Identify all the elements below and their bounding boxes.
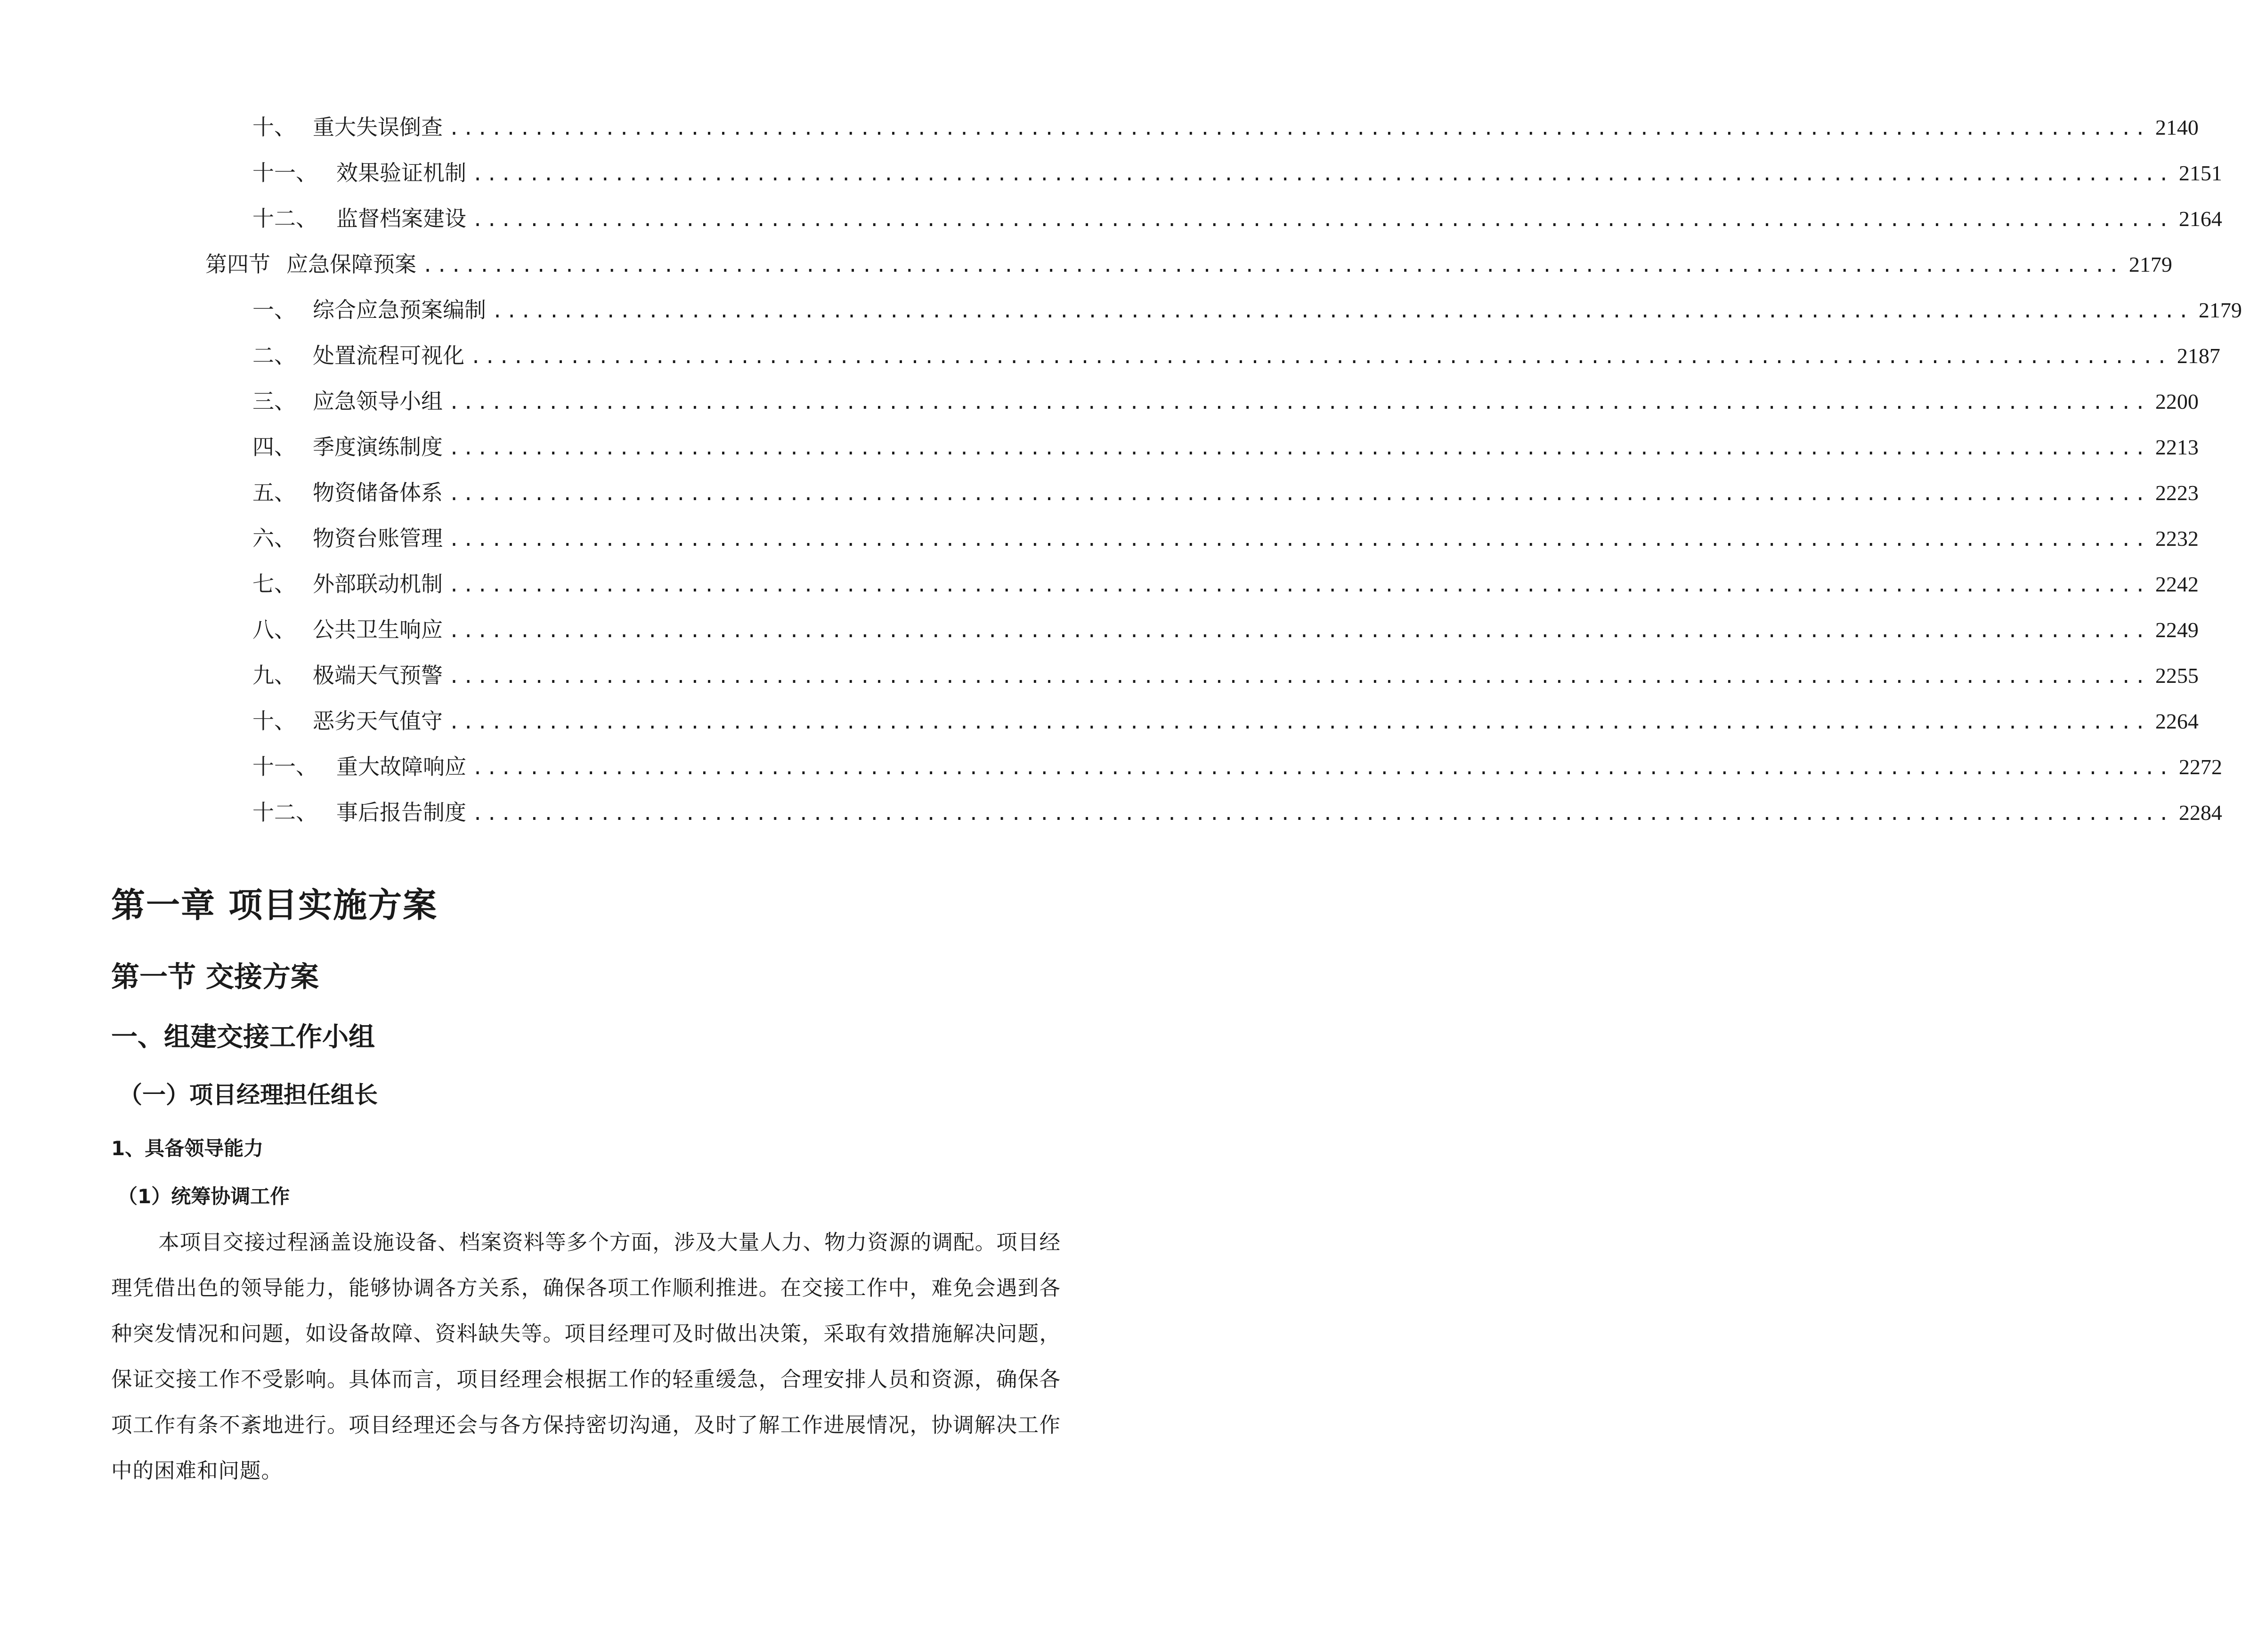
- toc-entry[interactable]: [252, 470, 2199, 515]
- toc-dot-leader: ........................................................................................................................: [492, 300, 2192, 322]
- toc-entry-page: 2187: [2177, 344, 2220, 368]
- toc-entry-number: 十二、: [252, 206, 317, 231]
- toc-dot-leader: ........................................................................................................................: [472, 757, 2172, 779]
- toc-entry[interactable]: [252, 150, 2222, 195]
- toc-entry-number: 十二、: [252, 800, 317, 825]
- toc-entry-number: 十一、: [252, 160, 317, 186]
- toc-entry[interactable]: [252, 105, 2199, 150]
- toc-entry-title: 处置流程可视化: [313, 343, 464, 368]
- toc-dot-leader: ........................................................................................................................: [448, 529, 2149, 551]
- toc-dot-leader: ........................................................................................................................: [448, 483, 2149, 505]
- toc-entry-page: 2213: [2155, 435, 2199, 459]
- toc-dot-leader: ........................................................................................................................: [470, 346, 2170, 368]
- toc-entry[interactable]: [252, 607, 2199, 652]
- toc-dot-leader: ........................................................................................................................: [448, 620, 2149, 642]
- toc-entry-number: 五、: [252, 480, 296, 505]
- toc-entry[interactable]: [252, 424, 2199, 470]
- toc-dot-leader: ........................................................................................................................: [472, 803, 2172, 825]
- toc-entry-title: 极端天气预警: [313, 663, 443, 688]
- chapter-title: 第一章 项目实施方案: [111, 885, 438, 925]
- toc-entry[interactable]: [252, 653, 2199, 698]
- toc-entry[interactable]: [252, 561, 2199, 607]
- toc-entry[interactable]: [252, 287, 2242, 332]
- toc-entry-page: 2179: [2198, 298, 2242, 322]
- toc-entry-number: 一、: [252, 297, 296, 323]
- toc-entry-number: 十一、: [252, 754, 317, 779]
- toc-dot-leader: ........................................................................................................................: [448, 437, 2149, 459]
- toc-dot-leader: ........................................................................................................................: [472, 209, 2172, 231]
- toc-entry-page: 2140: [2155, 115, 2199, 139]
- toc-entry-section[interactable]: [205, 242, 2172, 287]
- subsubsection-heading: 1、具备领导能力: [111, 1137, 264, 1160]
- toc-entry-page: 2242: [2155, 572, 2199, 596]
- toc-entry-number: 八、: [252, 617, 296, 642]
- toc-entry-page: 2223: [2155, 481, 2199, 505]
- toc-entry[interactable]: [252, 333, 2220, 378]
- section-title: 第一节 交接方案: [111, 961, 319, 994]
- toc-entry-title: 物资台账管理: [313, 526, 443, 551]
- toc-entry-page: 2272: [2178, 755, 2222, 779]
- toc-entry-page: 2164: [2178, 207, 2222, 231]
- toc-entry-page: 2200: [2155, 389, 2199, 413]
- toc-dot-leader: ........................................................................................................................: [422, 255, 2122, 276]
- toc-dot-leader: ........................................................................................................................: [472, 163, 2172, 185]
- toc-entry-number: 六、: [252, 526, 296, 551]
- toc-entry-title: 恶劣天气值守: [313, 708, 443, 734]
- toc-entry-page: 2232: [2155, 526, 2199, 551]
- toc-entry-title: 重大故障响应: [336, 754, 466, 779]
- toc-entry-page: 2264: [2155, 709, 2199, 733]
- toc-entry-number: 九、: [252, 663, 296, 688]
- toc-entry-title: 外部联动机制: [313, 571, 443, 597]
- toc-entry-number: 十、: [252, 708, 296, 734]
- toc-entry[interactable]: [252, 379, 2199, 424]
- toc-entry-page: 2151: [2178, 161, 2222, 185]
- toc-entry-number: 十、: [252, 114, 296, 140]
- toc-entry-page: 2284: [2178, 801, 2222, 825]
- toc-entry-title: 事后报告制度: [336, 800, 466, 825]
- subsection-heading: （一）项目经理担任组长: [119, 1081, 378, 1109]
- toc-entry-page: 2255: [2155, 664, 2199, 688]
- toc-entry-title: 公共卫生响应: [313, 617, 443, 642]
- toc-entry-title: 监督档案建设: [336, 206, 466, 231]
- toc-entry-page: 2249: [2155, 618, 2199, 642]
- toc-dot-leader: ........................................................................................................................: [448, 575, 2149, 596]
- toc-entry-page: 2179: [2128, 252, 2172, 276]
- toc-entry-title: 重大失误倒查: [313, 114, 443, 140]
- toc-entry-number: 七、: [252, 571, 296, 597]
- toc-entry-number: 第四节: [205, 251, 270, 277]
- toc-dot-leader: ........................................................................................................................: [448, 666, 2149, 688]
- toc-entry-title: 季度演练制度: [313, 434, 443, 460]
- toc-entry[interactable]: [252, 790, 2222, 835]
- toc-entry[interactable]: [252, 516, 2199, 561]
- toc-dot-leader: ........................................................................................................................: [448, 392, 2149, 413]
- toc-entry-title: 应急领导小组: [313, 389, 443, 414]
- toc-entry-number: 四、: [252, 434, 296, 460]
- toc-dot-leader: ........................................................................................................................: [448, 118, 2149, 139]
- point-heading: （1）统筹协调工作: [118, 1185, 290, 1208]
- toc-entry-number: 二、: [252, 343, 296, 368]
- toc-entry-title: 应急保障预案: [286, 251, 416, 277]
- toc-entry-number: 三、: [252, 389, 296, 414]
- toc-entry-title: 综合应急预案编制: [313, 297, 486, 323]
- toc-entry[interactable]: [252, 196, 2222, 241]
- toc-dot-leader: ........................................................................................................................: [448, 712, 2149, 733]
- toc-entry[interactable]: [252, 744, 2222, 789]
- toc-entry[interactable]: [252, 698, 2199, 744]
- toc-entry-title: 物资储备体系: [313, 480, 443, 505]
- body-paragraph: 本项目交接过程涵盖设施设备、档案资料等多个方面，涉及大量人力、物力资源的调配。项目经理凭借出色的领导能力，能够协调各方关系，确保各项工作顺利推进。在交接工作中，难免会遇到各种突发情况和问题，如设备故障、资料缺失等。项目经理可及时做出决策，采取有效措施解决问题，保证交接工作不受影响。具体而言，项目经理会根据工作的轻重缓急，合理安排人员和资源，确保各项工作有条不紊地进行。项目经理还会与各方保持密切沟通，及时了解工作进展情况，协调解决工作中的困难和问题。: [111, 1231, 1061, 1483]
- item-heading: 一、组建交接工作小组: [111, 1022, 375, 1053]
- toc-entry-title: 效果验证机制: [336, 160, 466, 186]
